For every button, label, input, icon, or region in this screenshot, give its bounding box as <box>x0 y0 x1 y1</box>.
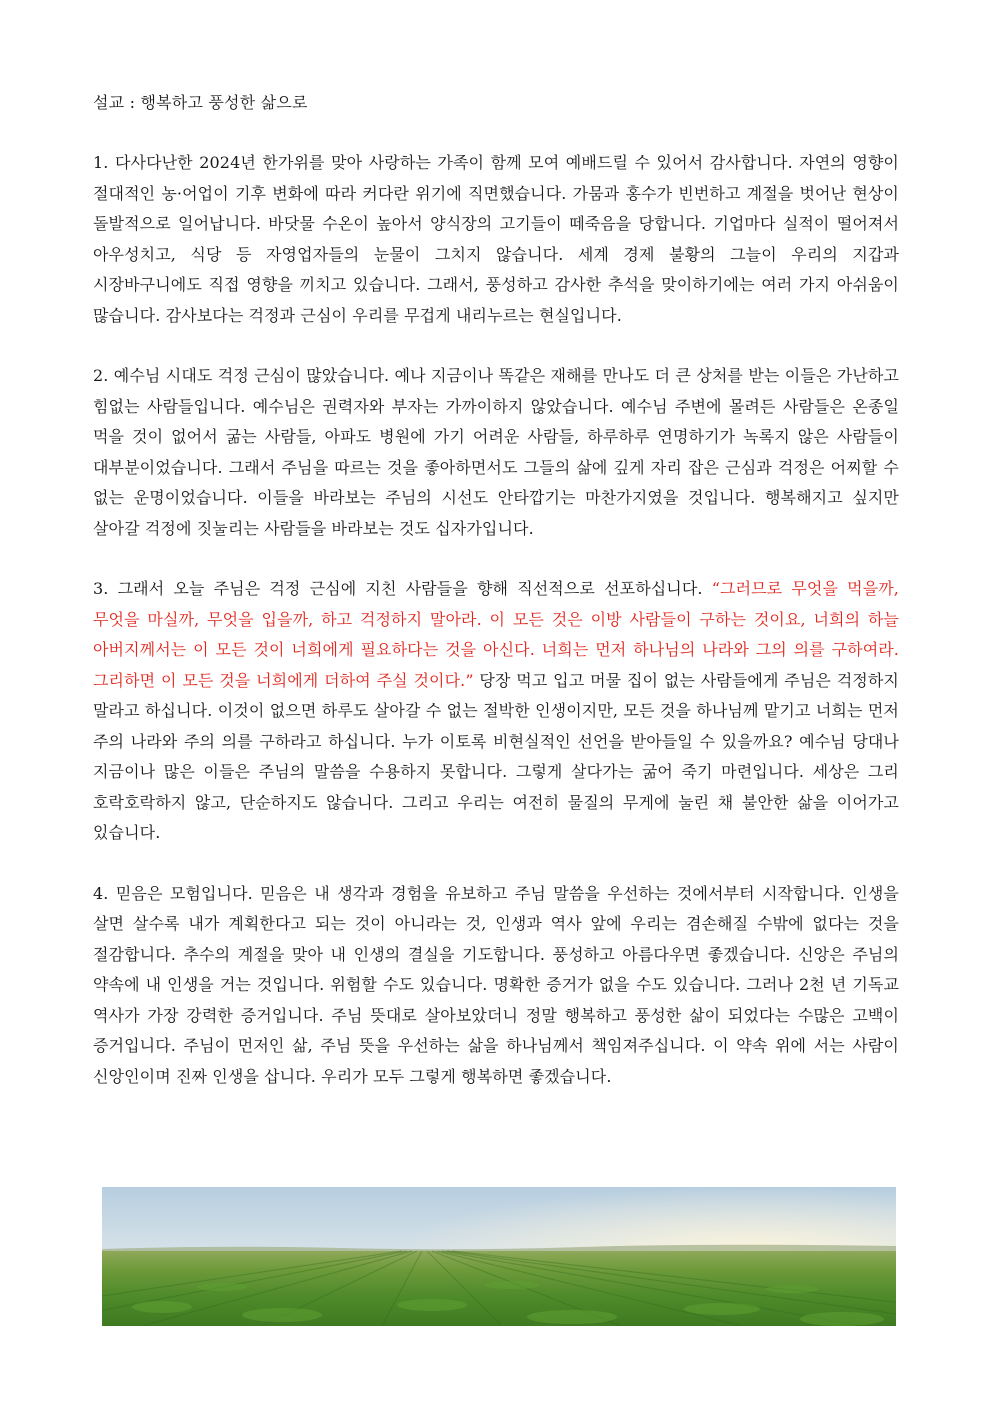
paragraph-2: 2. 예수님 시대도 걱정 근심이 많았습니다. 예나 지금이나 똑같은 재해를 만나도 더 큰 상처를 받는 이들은 가난하고 힘없는 사람들입니다. 예수님은 권력자와 부자는 가까이하지 않았습니다. 예수님 주변에 몰려든 사람들은 온종일 먹을 것이 없어서 굶는 사람들, 아파도 병원에 가기 어려운 사람들, 하루하루 연명하기가 녹록지 않은 사람들이 대부분이었습니다. 그래서 주님을 따르는 것을 좋아하면서도 그들의 삶에 깊게 자리 잡은 근심과 걱정은 어찌할 수 없는 운명이었습니다. 이들을 바라보는 주님의 시선도 안타깝기는 마찬가지였을 것입니다. 행복해지고 싶지만 살아갈 걱정에 짓눌리는 사람들을 바라보는 것도 십자가입니다. <box>93 366 899 538</box>
scripture-quote: “그러므로 무엇을 먹을까, 무엇을 마실까, 무엇을 입을까, 하고 걱정하지 말아라. 이 모든 것은 이방 사람들이 구하는 것이요, 너희의 하늘 아버지께서는 이 모든 것이 너희에게 필요하다는 것을 아신다. 너희는 먼저 하나님의 나라와 그의 의를 구하여라. 그리하면 이 모든 것을 너희에게 더하여 주실 것이다.” <box>93 579 899 690</box>
sermon-title: 설교 : 행복하고 풍성한 삶으로 <box>93 93 308 112</box>
paragraph-1: 1. 다사다난한 2024년 한가위를 맞아 사랑하는 가족이 함께 모여 예배드릴 수 있어서 감사합니다. 자연의 영향이 절대적인 농·어업이 기후 변화에 따라 커다란 위기에 직면했습니다. 가뭄과 홍수가 빈번하고 계절을 벗어난 현상이 돌발적으로 일어납니다. 바닷물 수온이 높아서 양식장의 고기들이 떼죽음을 당합니다. 기업마다 실적이 떨어져서 아우성치고, 식당 등 자영업자들의 눈물이 그치지 않습니다. 세계 경제 불황의 그늘이 우리의 지갑과 시장바구니에도 직접 영향을 끼치고 있습니다. 그래서, 풍성하고 감사한 추석을 맞이하기에는 여러 가지 아쉬움이 많습니다. 감사보다는 걱정과 근심이 우리를 무겁게 내리누르는 현실입니다. <box>93 153 899 325</box>
paragraph-3-intro: 3. 그래서 오늘 주님은 걱정 근심에 지친 사람들을 향해 직선적으로 선포하십니다. <box>93 579 712 598</box>
paragraph-3-body: 당장 먹고 입고 머물 집이 없는 사람들에게 주님은 걱정하지 말라고 하십니다. 이것이 없으면 하루도 살아갈 수 없는 절박한 인생이지만, 모든 것을 하나님께 맡기고 너희는 먼저 주의 나라와 주의 의를 구하라고 하십니다. 누가 이토록 비현실적인 선언을 받아들일 수 있을까요? 예수님 당대나 지금이나 많은 이들은 주님의 말씀을 수용하지 못합니다. 그렇게 살다가는 굶어 죽기 마련입니다. 세상은 그리 호락호락하지 않고, 단순하지도 않습니다. 그리고 우리는 여전히 물질의 무게에 눌린 채 불안한 삶을 이어가고 있습니다. <box>93 670 899 842</box>
paragraph-3 <box>93 574 899 849</box>
corn-field-illustration <box>102 1187 896 1326</box>
paragraph-4: 4. 믿음은 모험입니다. 믿음은 내 생각과 경험을 유보하고 주님 말씀을 우선하는 것에서부터 시작합니다. 인생을 살면 살수록 내가 계획한다고 되는 것이 아니라는 것, 인생과 역사 앞에 우리는 겸손해질 수밖에 없다는 것을 절감합니다. 추수의 계절을 맞아 내 인생의 결실을 기도합니다. 풍성하고 아름다우면 좋겠습니다. 신앙은 주님의 약속에 내 인생을 거는 것입니다. 위험할 수도 있습니다. 명확한 증거가 없을 수도 있습니다. 그러나 2천 년 기독교 역사가 가장 강력한 증거입니다. 주님 뜻대로 살아보았더니 정말 행복하고 풍성한 삶이 되었다는 수많은 고백이 증거입니다. 주님이 먼저인 삶, 주님 뜻을 우선하는 삶을 하나님께서 책임져주십니다. 이 약속 위에 서는 사람이 신앙인이며 진짜 인생을 삽니다. 우리가 모두 그렇게 행복하면 좋겠습니다. <box>93 883 899 1086</box>
corn-field-image <box>102 1187 896 1326</box>
sermon-document <box>93 88 899 1092</box>
